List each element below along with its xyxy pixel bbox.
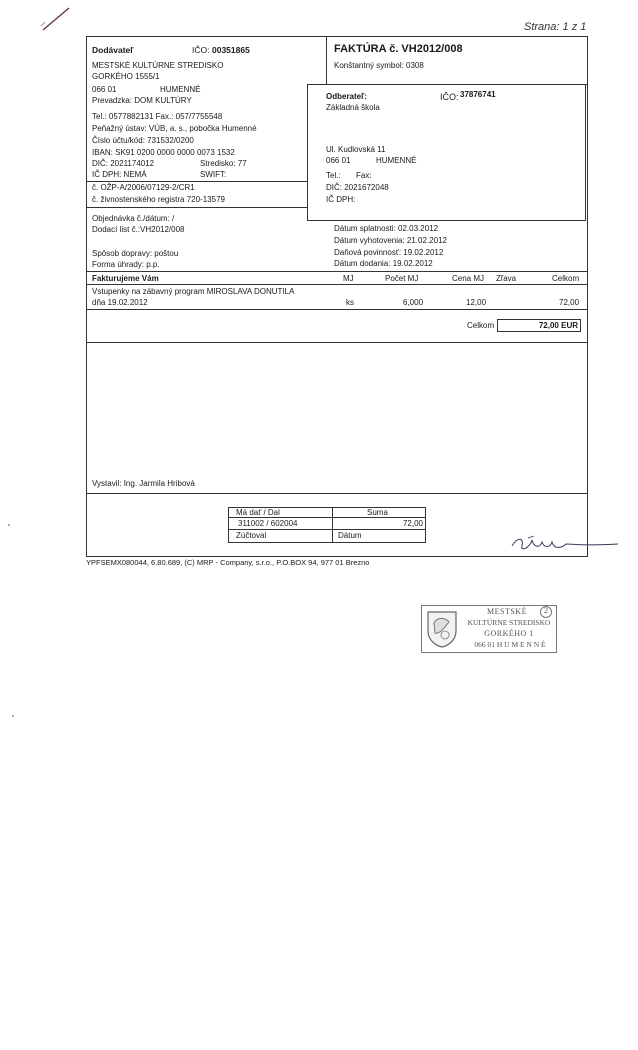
stamp-line: MESTSKÉ (487, 607, 527, 616)
stamp-line: GORKÉHO 1 (484, 629, 534, 638)
accounting-posted-label: Zúčtoval (236, 531, 267, 540)
supplier-heading: Dodávateľ (92, 45, 134, 55)
customer-city: HUMENNÉ (376, 156, 417, 165)
supplier-line: Peňažný ústav: VÚB, a. s., pobočka Humenné (92, 124, 257, 133)
accounting-amount: 72,00 (402, 519, 423, 528)
item-description-line2: dňa 19.02.2012 (92, 298, 148, 307)
stamp-line: KULTÚRNE STREDISKO (467, 618, 551, 627)
tax-date: Daňová povinnosť: 19.02.2012 (334, 248, 444, 257)
table-header-mj: MJ (343, 274, 354, 283)
scan-dot (12, 715, 14, 717)
supplier-line: SWIFT: (200, 170, 227, 179)
scan-dot (8, 524, 10, 526)
supplier-line: č. živnostenského registra 720-13579 (92, 195, 225, 204)
supplier-line: Tel.: 0577882131 Fax.: 057/7755548 (92, 112, 223, 121)
delivery-date: Dátum dodania: 19.02.2012 (334, 259, 433, 268)
customer-tel: Tel.: (326, 171, 341, 180)
coat-of-arms-icon (425, 609, 459, 649)
accounting-col2-header: Suma (367, 508, 388, 517)
supplier-line: Prevadzka: DOM KULTÚRY (92, 96, 192, 105)
supplier-ico-label: IČO: (192, 45, 210, 55)
customer-street: Ul. Kudlovská 11 (326, 145, 386, 154)
supplier-ico: 00351865 (212, 45, 250, 55)
item-description-line1: Vstupenky na zábavný program MIROSLAVA DONUTILA (92, 287, 295, 296)
supplier-line: IBAN: SK91 0200 0000 0000 0073 1532 (92, 148, 235, 157)
transport-method: Spôsob dopravy: poštou (92, 249, 179, 258)
grand-total-label: Celkom (467, 321, 495, 330)
supplier-line: DIČ: 2021174012 (92, 159, 155, 168)
header-divider (326, 36, 327, 84)
supplier-line: č. OŽP-A/2006/07129-2/CR1 (92, 183, 195, 192)
page-number: Strana: 1 z 1 (524, 21, 587, 33)
payment-method: Forma úhrady: p.p. (92, 260, 160, 269)
table-header-total: Celkom (552, 274, 580, 283)
table-header-description: Fakturujeme Vám (92, 274, 159, 283)
invoice-title: FAKTÚRA č. VH2012/008 (334, 43, 463, 55)
table-header-discount: Zľava (496, 274, 517, 283)
delivery-note: Dodací list č.:VH2012/008 (92, 225, 185, 234)
customer-zip: 066 01 (326, 156, 351, 165)
supplier-line: Číslo účtu/kód: 731532/0200 (92, 136, 194, 145)
accounting-account: 311002 / 602004 (238, 519, 298, 528)
item-qty: 6,000 (403, 298, 424, 307)
supplier-line: Stredisko: 77 (200, 159, 247, 168)
due-date: Dátum splatnosti: 02.03.2012 (334, 224, 439, 233)
order-number: Objednávka č./dátum: / (92, 214, 175, 223)
footer-text: YPFSEMX080044, 6.80.689, (C) MRP - Company, s.r.o., P.O.BOX 94, 977 01 Brezno (86, 558, 370, 567)
customer-ico-label: IČO: (440, 92, 459, 102)
customer-name: Základná škola (326, 103, 380, 112)
accounting-date-label: Dátum (338, 531, 362, 540)
customer-ico: 37876741 (460, 90, 496, 99)
issue-date: Dátum vyhotovenia: 21.02.2012 (334, 236, 447, 245)
table-header-unit-price: Cena MJ (452, 274, 485, 283)
customer-dic: DIČ: 2021672048 (326, 183, 389, 192)
item-total: 72,00 (559, 298, 580, 307)
customer-icdph: IČ DPH: (326, 195, 356, 204)
stamp-line: 066 01 H U M E N N É (474, 640, 546, 649)
supplier-line: 066 01 (92, 85, 117, 94)
customer-heading: Odberateľ: (326, 92, 367, 101)
supplier-line: MESTSKÉ KULTÚRNE STREDISKO (92, 61, 224, 70)
grand-total-value: 72,00 EUR (538, 321, 578, 330)
accounting-col1-header: Má dať / Dal (236, 508, 280, 517)
supplier-line: IČ DPH: NEMÁ (92, 170, 147, 179)
table-header-qty: Počet MJ (385, 274, 419, 283)
stamp-number: 2 (544, 606, 548, 615)
customer-fax: Fax: (356, 171, 372, 180)
scan-mark-icon (35, 2, 85, 36)
constant-symbol: Konštantný symbol: 0308 (334, 61, 424, 70)
item-unit-price: 12,00 (466, 298, 487, 307)
issued-by: Vystavil: Ing. Jarmila Hribová (92, 479, 195, 488)
supplier-line: GORKÉHO 1555/1 (92, 72, 160, 81)
supplier-line: HUMENNÉ (160, 85, 201, 94)
signature-icon (508, 530, 620, 556)
item-mj: ks (346, 298, 354, 307)
